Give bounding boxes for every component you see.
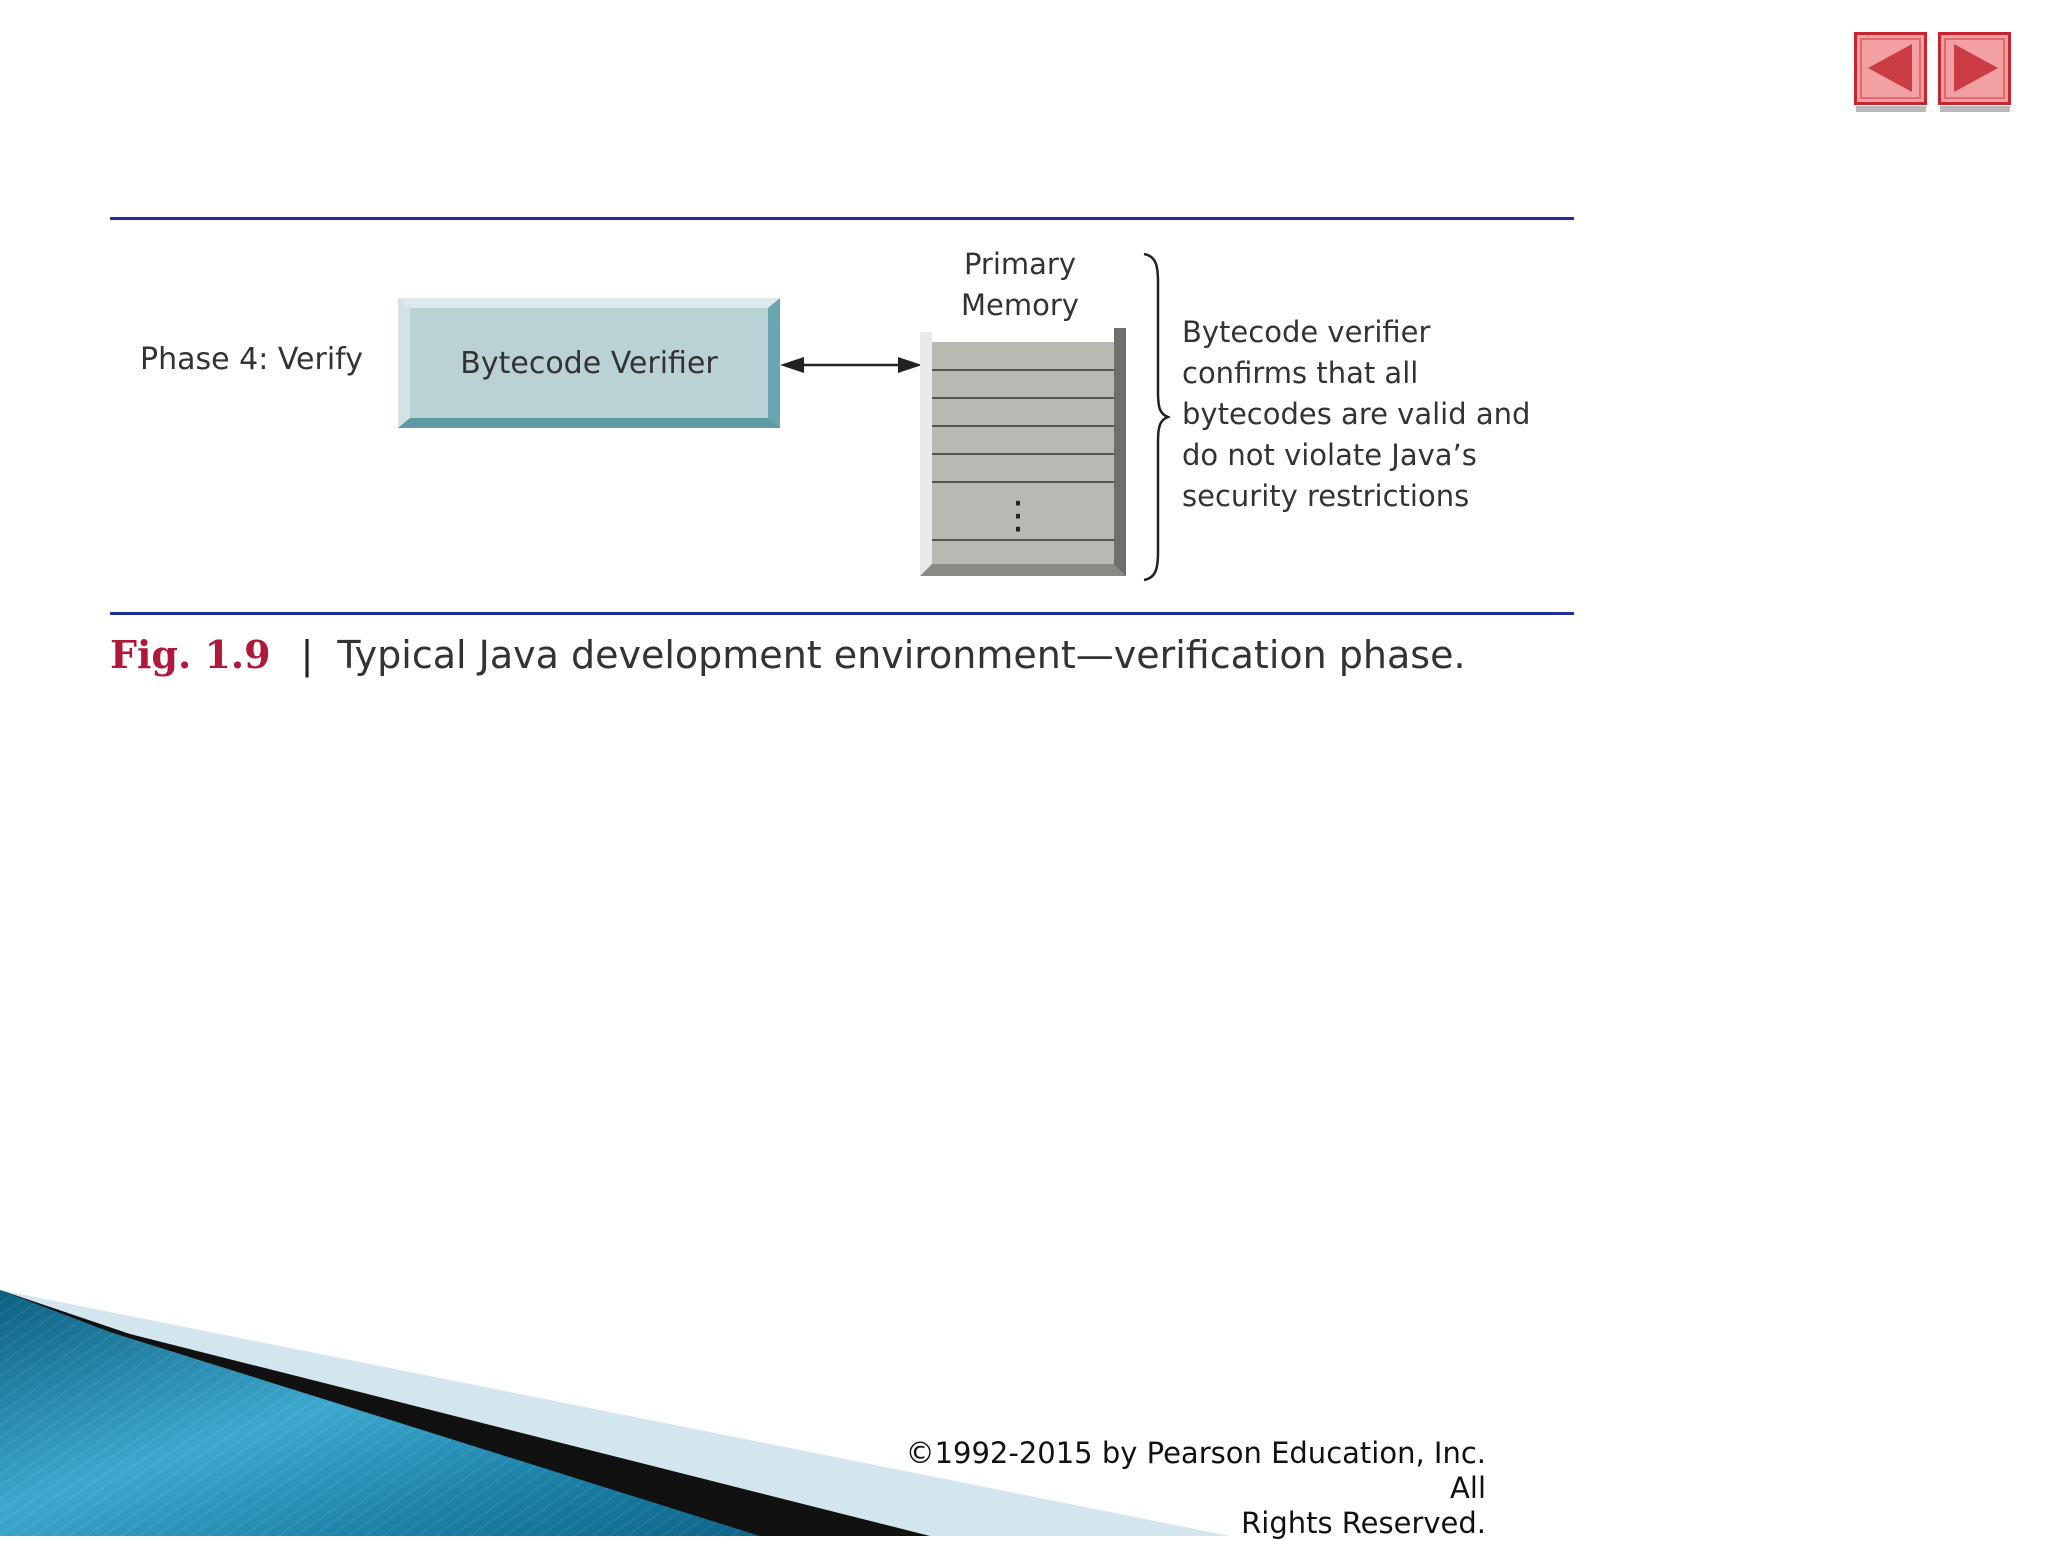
figure-bottom-rule — [110, 612, 1574, 615]
double-headed-arrow-icon — [780, 352, 922, 378]
right-brace-icon — [1142, 252, 1170, 582]
previous-slide-button[interactable] — [1854, 32, 1928, 114]
next-slide-button[interactable] — [1938, 32, 2012, 114]
description-line: confirms that all — [1182, 356, 1419, 390]
copyright-line1: ©1992-2015 by Pearson Education, Inc. All — [905, 1436, 1486, 1505]
figure-caption — [110, 632, 1466, 677]
bytecode-verifier-label: Bytecode Verifier — [460, 345, 718, 381]
primary-memory-label-line1: Primary — [963, 247, 1077, 281]
figure-number: Fig. 1.9 — [110, 632, 271, 677]
caption-text: Typical Java development environment—verification phase. — [337, 633, 1466, 677]
bytecode-verifier-box — [398, 298, 780, 428]
memory-ellipsis: ⋮ — [999, 493, 1037, 537]
primary-memory-label — [920, 244, 1120, 326]
phase-label: Phase 4: Verify — [140, 342, 363, 377]
caption-separator: | — [300, 633, 314, 677]
copyright-line2: Rights Reserved. — [1241, 1506, 1486, 1540]
figure-top-rule — [110, 217, 1574, 220]
description-line: security restrictions — [1182, 479, 1470, 513]
description-line: do not violate Java’s — [1182, 438, 1477, 472]
primary-memory-label-line2: Memory — [961, 288, 1079, 322]
description-line: Bytecode verifier — [1182, 315, 1431, 349]
verifier-description — [1182, 312, 1542, 517]
copyright-notice — [900, 1436, 1486, 1541]
description-line: bytecodes are valid and — [1182, 397, 1531, 431]
primary-memory-stack — [920, 328, 1126, 580]
